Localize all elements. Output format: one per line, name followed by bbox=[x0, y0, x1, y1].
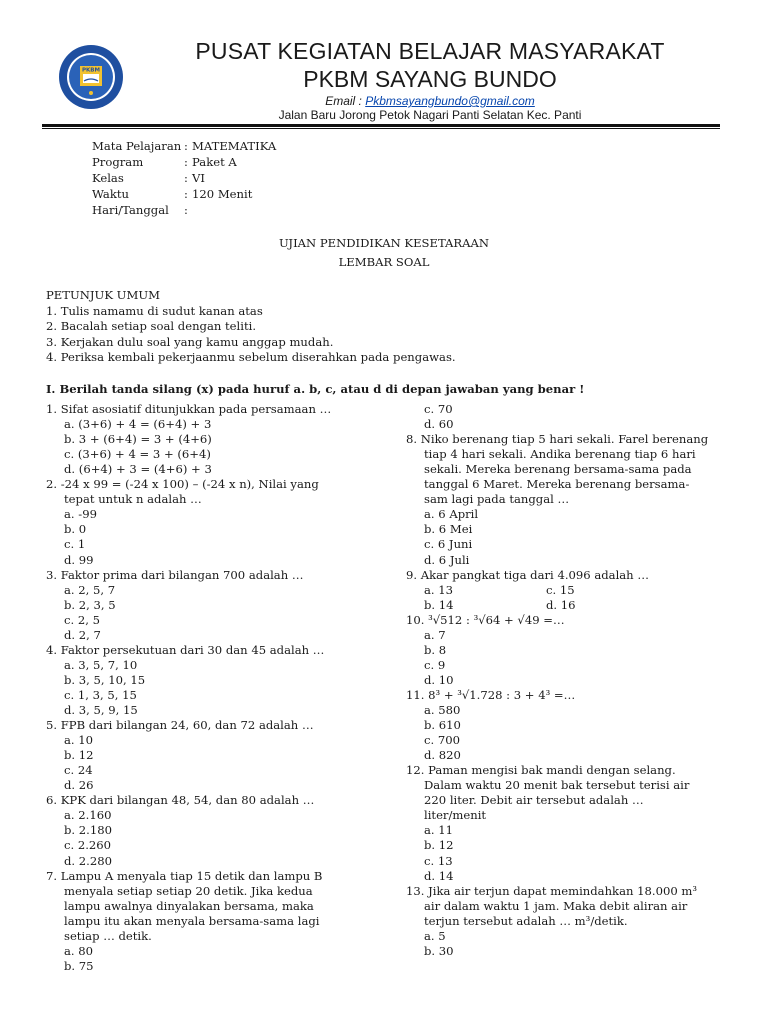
answer-option: d. 820 bbox=[424, 748, 461, 763]
answer-option: d. 26 bbox=[64, 778, 94, 793]
answer-option: b. 14 bbox=[424, 597, 454, 612]
question-stem: 3. Faktor prima dari bilangan 700 adalah … bbox=[46, 567, 304, 582]
instruction-item: 3. Kerjakan dulu soal yang kamu anggap mudah. bbox=[46, 334, 334, 349]
answer-option: c. 9 bbox=[424, 657, 446, 672]
answer-option: a. 13 bbox=[424, 582, 454, 597]
question-stem: 7. Lampu A menyala tiap 15 detik dan lampu B bbox=[46, 868, 323, 883]
identity-label: Kelas bbox=[92, 171, 124, 185]
identity-row bbox=[92, 203, 392, 219]
question-stem-line: tepat untuk n adalah … bbox=[64, 492, 202, 507]
answer-option: c. 13 bbox=[424, 853, 453, 868]
identity-row bbox=[92, 187, 392, 203]
answer-option: a. 10 bbox=[64, 733, 94, 748]
answer-option: d. (6+4) + 3 = (4+6) + 3 bbox=[64, 462, 212, 477]
identity-colon: : bbox=[184, 187, 188, 201]
answer-option: b. 8 bbox=[424, 642, 447, 657]
question-stem: 4. Faktor persekutuan dari 30 dan 45 adalah … bbox=[46, 642, 325, 657]
answer-option: c. 70 bbox=[424, 402, 453, 416]
answer-option: a. (3+6) + 4 = (6+4) + 3 bbox=[64, 417, 212, 432]
question-stem-line: terjun tersebut adalah … m³/detik. bbox=[424, 913, 628, 928]
answer-option: b. 30 bbox=[424, 943, 454, 958]
answer-option: a. 5 bbox=[424, 928, 446, 943]
section-heading: I. Berilah tanda silang (x) pada huruf a. b, c, atau d di depan jawaban yang benar ! bbox=[46, 382, 585, 396]
question-stem-line: Dalam waktu 20 menit bak tersebut terisi air bbox=[424, 778, 690, 793]
answer-option: b. 12 bbox=[64, 748, 94, 763]
question-stem: 10. ³√512 : ³√64 + √49 =… bbox=[406, 612, 565, 627]
answer-option: d. 60 bbox=[424, 417, 454, 432]
logo-text: PKBM bbox=[82, 67, 100, 74]
answer-option: d. 16 bbox=[546, 597, 576, 612]
question-stem-line: sekali. Mereka berenang bersama-sama pada bbox=[424, 462, 692, 477]
identity-colon: : bbox=[184, 203, 188, 217]
answer-option: a. 6 April bbox=[424, 507, 479, 522]
answer-option: d. 6 Juli bbox=[424, 552, 470, 567]
identity-value: MATEMATIKA bbox=[192, 139, 277, 153]
answer-option: c. 24 bbox=[64, 763, 93, 778]
answer-option: c. 2.260 bbox=[64, 838, 112, 853]
question-stem-line: setiap … detik. bbox=[64, 928, 152, 943]
question-stem-line: tanggal 6 Maret. Mereka berenang bersama- bbox=[424, 477, 690, 492]
answer-option: a. -99 bbox=[64, 507, 97, 522]
question-stem-line: tiap 4 hari sekali. Andika berenang tiap 6 hari bbox=[424, 447, 696, 462]
answer-option: d. 99 bbox=[64, 552, 94, 567]
answer-option: a. 11 bbox=[424, 823, 454, 838]
question-stem: 12. Paman mengisi bak mandi dengan selang. bbox=[406, 763, 676, 778]
answer-option: d. 2, 7 bbox=[64, 627, 101, 642]
answer-option: b. 2.180 bbox=[64, 823, 112, 838]
answer-option: b. 6 Mei bbox=[424, 522, 473, 537]
question-stem: 9. Akar pangkat tiga dari 4.096 adalah … bbox=[406, 567, 649, 582]
answer-option: a. 80 bbox=[64, 943, 94, 958]
exam-title: UJIAN PENDIDIKAN KESETARAAN bbox=[278, 236, 490, 250]
email-line bbox=[130, 94, 730, 108]
answer-option: a. 2, 5, 7 bbox=[64, 582, 116, 597]
identity-row bbox=[92, 171, 392, 187]
answer-option: c. 700 bbox=[424, 733, 460, 748]
answer-option: a. 580 bbox=[424, 703, 461, 717]
question-stem: 6. KPK dari bilangan 48, 54, dan 80 adalah … bbox=[46, 793, 315, 808]
answer-option: d. 14 bbox=[424, 868, 454, 883]
answer-option: c. 1 bbox=[64, 537, 86, 552]
answer-option: d. 2.280 bbox=[64, 853, 112, 868]
answer-option: b. 75 bbox=[64, 958, 94, 973]
email-link[interactable]: Pkbmsayangbundo@gmail.com bbox=[365, 94, 535, 108]
answer-option: b. 0 bbox=[64, 522, 87, 537]
answer-option: c. 2, 5 bbox=[64, 612, 100, 627]
identity-colon: : bbox=[184, 171, 188, 185]
answer-option: d. 10 bbox=[424, 672, 454, 687]
instruction-item: 2. Bacalah setiap soal dengan teliti. bbox=[46, 319, 257, 334]
identity-value: Paket A bbox=[192, 155, 237, 169]
answer-option: a. 3, 5, 7, 10 bbox=[64, 657, 138, 672]
question-stem: 2. -24 x 99 = (-24 x 100) – (-24 x n), Nilai yang bbox=[46, 477, 319, 492]
exam-subtitle: LEMBAR SOAL bbox=[338, 255, 430, 269]
answer-option: b. 3 + (6+4) = 3 + (4+6) bbox=[64, 432, 212, 447]
instructions-heading: PETUNJUK UMUM bbox=[46, 288, 160, 302]
answer-option: a. 2.160 bbox=[64, 808, 112, 823]
question-stem-line: liter/menit bbox=[424, 808, 487, 823]
identity-value: VI bbox=[192, 171, 205, 185]
identity-label: Hari/Tanggal bbox=[92, 203, 169, 217]
answer-option: b. 3, 5, 10, 15 bbox=[64, 672, 146, 687]
question-stem-line: lampu itu akan menyala bersama-sama lagi bbox=[64, 913, 320, 928]
header-rule-thin bbox=[42, 128, 720, 129]
answer-option: c. 6 Juni bbox=[424, 537, 473, 552]
identity-label: Program bbox=[92, 155, 144, 169]
answer-option: a. 7 bbox=[424, 627, 446, 642]
question-stem: 1. Sifat asosiatif ditunjukkan pada persamaan … bbox=[46, 402, 332, 416]
address-line: Jalan Baru Jorong Petok Nagari Panti Selatan Kec. Panti bbox=[278, 108, 582, 122]
instruction-item: 1. Tulis namamu di sudut kanan atas bbox=[46, 304, 263, 318]
org-name: PKBM SAYANG BUNDO bbox=[303, 66, 557, 92]
header-rule-thick bbox=[42, 124, 720, 127]
identity-row bbox=[92, 155, 392, 171]
pkbm-logo bbox=[58, 44, 124, 110]
question-stem-line: menyala setiap setiap 20 detik. Jika kedua bbox=[64, 883, 313, 898]
answer-option: b. 610 bbox=[424, 718, 461, 733]
identity-label: Mata Pelajaran bbox=[92, 139, 182, 153]
question-stem: 5. FPB dari bilangan 24, 60, dan 72 adalah … bbox=[46, 718, 314, 733]
instruction-item: 4. Periksa kembali pekerjaanmu sebelum diserahkan pada pengawas. bbox=[46, 349, 456, 364]
email-label: Email : bbox=[325, 94, 366, 108]
answer-option: c. 15 bbox=[546, 582, 575, 597]
identity-value: 120 Menit bbox=[192, 187, 253, 201]
question-stem-line: lampu awalnya dinyalakan bersama, maka bbox=[64, 898, 314, 913]
identity-colon: : bbox=[184, 155, 188, 169]
identity-row bbox=[92, 139, 392, 155]
answer-option: c. 1, 3, 5, 15 bbox=[64, 687, 137, 702]
question-stem: 13. Jika air terjun dapat memindahkan 18.000 m³ bbox=[406, 883, 698, 898]
answer-option: c. (3+6) + 4 = 3 + (6+4) bbox=[64, 447, 211, 462]
answer-option: b. 2, 3, 5 bbox=[64, 597, 116, 612]
question-stem-line: air dalam waktu 1 jam. Maka debit aliran air bbox=[424, 898, 688, 913]
org-title: PUSAT KEGIATAN BELAJAR MASYARAKAT bbox=[195, 38, 665, 64]
question-stem: 11. 8³ + ³√1.728 : 3 + 4³ =… bbox=[406, 687, 576, 702]
identity-label: Waktu bbox=[92, 187, 129, 201]
answer-option: b. 12 bbox=[424, 838, 454, 853]
answer-option: d. 3, 5, 9, 15 bbox=[64, 703, 138, 717]
question-stem-line: sam lagi pada tanggal … bbox=[424, 492, 570, 507]
question-stem: 8. Niko berenang tiap 5 hari sekali. Farel berenang bbox=[406, 432, 709, 447]
question-stem-line: 220 liter. Debit air tersebut adalah … bbox=[424, 793, 644, 808]
identity-colon: : bbox=[184, 139, 188, 153]
